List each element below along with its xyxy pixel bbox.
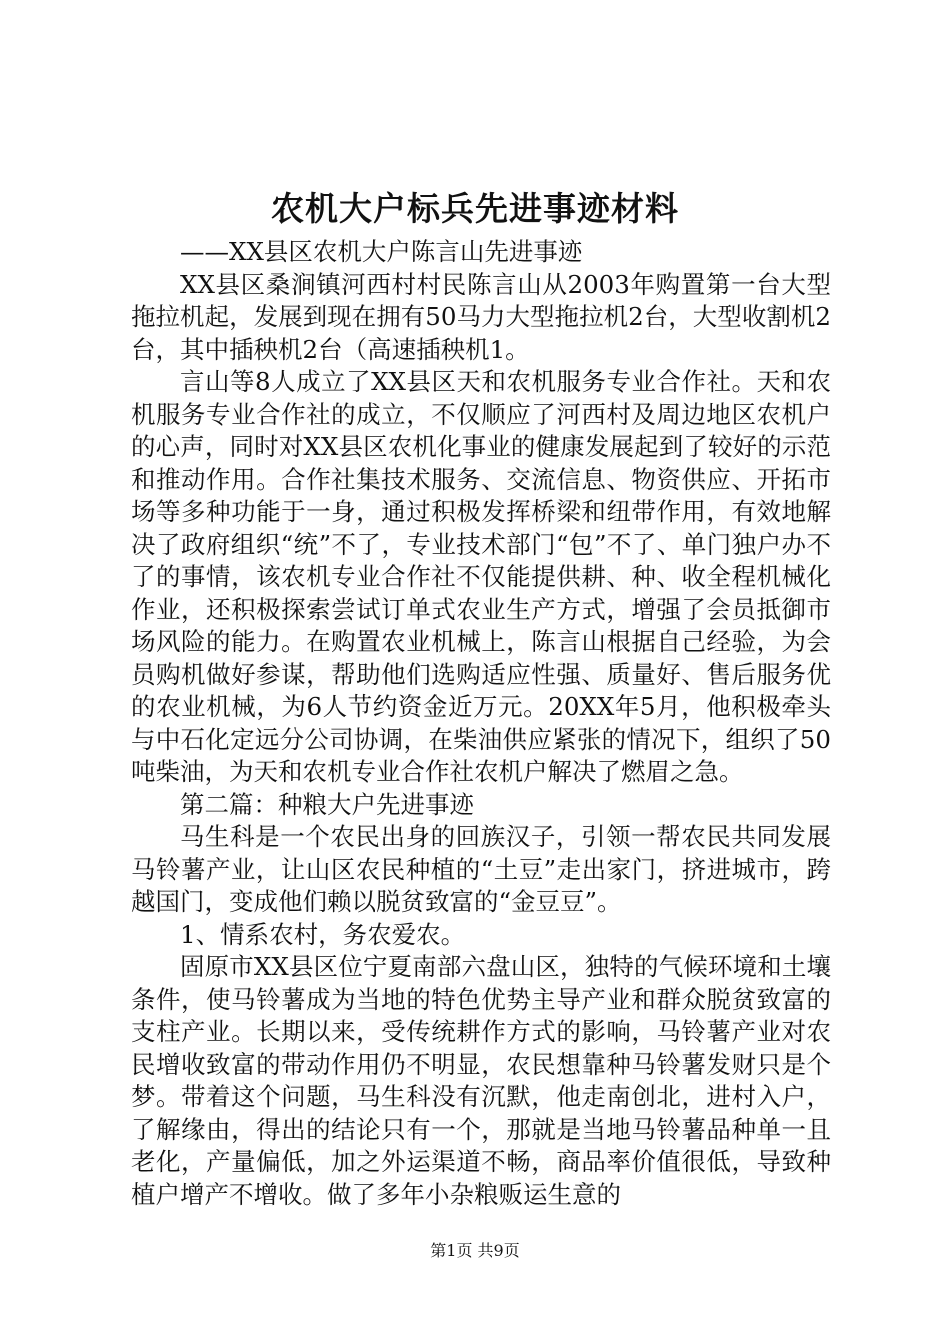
- document-body: [131, 236, 831, 1211]
- page-number-footer: 第1页 共9页: [430, 1241, 520, 1260]
- section-heading: 第二篇：种粮大户先进事迹: [180, 789, 474, 819]
- subtitle-paragraph: ——XX县区农机大户陈言山先进事迹: [180, 237, 583, 266]
- body-paragraph: 马生科是一个农民出身的回族汉子，引领一帮农民共同发展马铃薯产业，让山区农民种植的“土豆”走出家门，挤进城市，跨越国门，变成他们赖以脱贫致富的“金豆豆”。: [131, 822, 831, 916]
- body-paragraph: XX县区桑涧镇河西村村民陈言山从2003年购置第一台大型拖拉机起，发展到现在拥有50马力大型拖拉机2台，大型收割机2台，其中插秧机2台（高速插秧机1。: [131, 269, 831, 364]
- document-title: 农机大户标兵先进事迹材料: [271, 189, 679, 228]
- subsection-heading: 1、情系农村，务农爱农。: [180, 919, 466, 949]
- body-paragraph: 言山等8人成立了XX县区天和农机服务专业合作社。天和农机服务专业合作社的成立，不仅顺应了河西村及周边地区农机户的心声，同时对XX县区农机化事业的健康发展起到了较好的示范和推动作用。合作社集技术服务、交流信息、物资供应、开拓市场等多种功能于一身，通过积极发挥桥梁和纽带作用，有效地解决了政府组织“统”不了，专业技术部门“包”不了、单门独户办不了的事情，该农机专业合作社不仅能提供耕、种、收全程机械化作业，还积极探索尝试订单式农业生产方式，增强了会员抵御市场风险的能力。在购置农业机械上，陈言山根据自己经验，为会员购机做好参谋，帮助他们选购适应性强、质量好、售后服务优的农业机械，为6人节约资金近万元。20XX年5月，他积极牵头与中石化定远分公司协调，在柴油供应紧张的情况下，组织了50吨柴油，为天和农机专业合作社农机户解决了燃眉之急。: [131, 367, 831, 786]
- body-paragraph: 固原市XX县区位宁夏南部六盘山区，独特的气候环境和土壤条件，使马铃薯成为当地的特色优势主导产业和群众脱贫致富的支柱产业。长期以来，受传统耕作方式的影响，马铃薯产业对农民增收致富的带动作用仍不明显，农民想靠种马铃薯发财只是个梦。带着这个问题，马生科没有沉默，他走南创北，进村入户，了解缘由，得出的结论只有一个，那就是当地马铃薯品种单一且老化，产量偏低，加之外运渠道不畅，商品率价值很低，导致种植户增产不增收。做了多年小杂粮贩运生意的: [131, 952, 831, 1209]
